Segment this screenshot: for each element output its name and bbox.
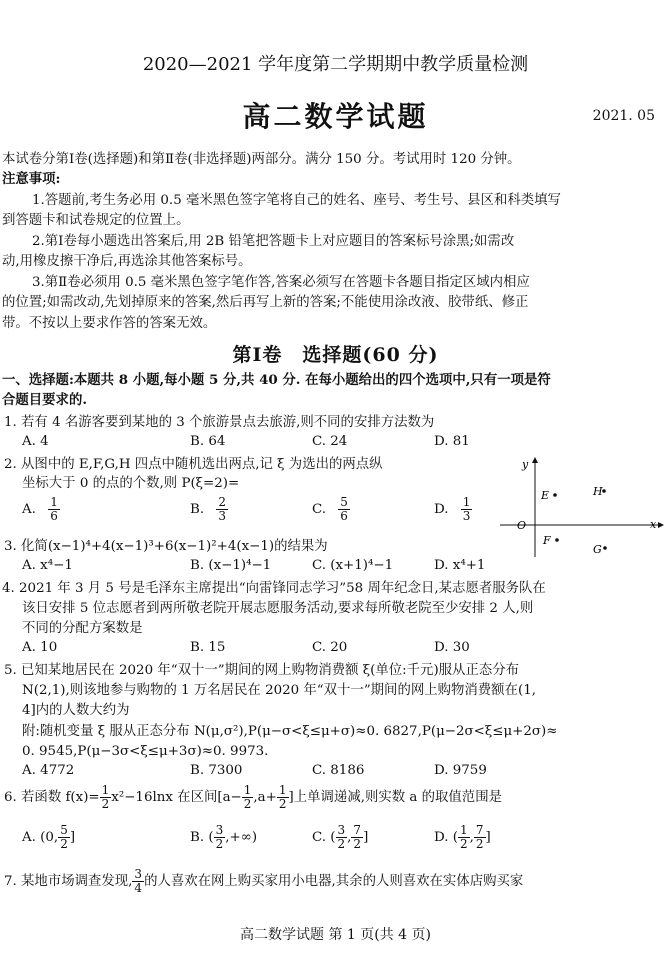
point-h-label: H	[593, 485, 603, 498]
note-line: 1.答题前,考生务必用 0.5 毫米黑色签字笔将自己的姓名、座号、考生号、县区和科类填写	[32, 193, 561, 208]
point-e	[553, 493, 557, 497]
q3-option-d: D. x⁴+1	[434, 558, 486, 573]
q1-option-b: B. 64	[190, 434, 226, 449]
q5-appendix: 附:随机变量 ξ 服从正态分布 N(μ,σ²),P(μ−σ<ξ≤μ+σ)≈0. 6827,P(μ−2σ<ξ≤μ+2σ)≈	[22, 724, 558, 739]
q1-option-c: C. 24	[312, 434, 348, 449]
point-g	[603, 546, 607, 550]
q4-stem: 4. 2021 年 3 月 5 号是毛泽东主席提出“向雷锋同志学习”58 周年纪念日,某志愿者服务队在	[2, 581, 546, 596]
q2-option-a: A. $\frac{1}{6}$	[22, 495, 58, 523]
q5-stem: 4]内的人数大约为	[22, 703, 130, 718]
note-line: 带。不按以上要求作答的答案无效。	[2, 316, 217, 331]
notice-title: 注意事项:	[2, 171, 61, 187]
q6-option-d: D. ( $\frac{1}{2}$ , $\frac{7}{2}$ ]	[434, 823, 491, 851]
q2-option-d: D. $\frac{1}{3}$	[434, 495, 471, 523]
q5-option-a: A. 4772	[22, 763, 75, 778]
q1-stem: 1. 若有 4 名游客要到某地的 3 个旅游景点去旅游,则不同的安排方法数为	[4, 415, 435, 430]
q5-stem: 5. 已知某地居民在 2020 年“双十一”期间的网上购物消费额 ξ(单位:千元)服从正态分布	[4, 663, 520, 678]
q4-option-b: B. 15	[190, 640, 226, 655]
note-line: 2.第Ⅰ卷每小题选出答案后,用 2B 铅笔把答题卡上对应题目的答案标号涂黑;如需改	[32, 234, 515, 249]
q4-option-a: A. 10	[22, 640, 58, 655]
q5-stem: N(2,1),则该地参与购物的 1 万名居民在 2020 年“双十一”期间的网上购物消费额在(1,	[22, 683, 536, 698]
section-title: 第Ⅰ卷 选择题(60 分)	[232, 344, 439, 366]
x-axis-arrow	[658, 522, 664, 528]
note-line: 3.第Ⅱ卷必须用 0.5 毫米黑色签字笔作答,答案必须写在答题卡各题目指定区域内相应	[32, 275, 530, 290]
intro-text: 本试卷分第Ⅰ卷(选择题)和第Ⅱ卷(非选择题)两部分。满分 150 分。考试用时 120 分钟。	[2, 152, 521, 167]
page-footer: 高二数学试题 第 1 页(共 4 页)	[240, 927, 431, 943]
q6-stem: 6. 若函数 f(x)= $\frac{1}{2}$ x²−16lnx 在区间[a− $\frac{1}{2}$ ,a+ $\frac{1}{2}$ ]上单调递减,则实数 a 的取值范围是	[4, 783, 502, 811]
origin-label: O	[517, 519, 527, 532]
q3-option-a: A. x⁴−1	[22, 558, 73, 573]
point-f-label: F	[543, 534, 551, 547]
q6-option-c: C. ( $\frac{3}{2}$ , $\frac{7}{2}$ ]	[312, 823, 369, 851]
q1-option-d: D. 81	[434, 434, 470, 449]
q2-stem: 2. 从图中的 E,F,G,H 四点中随机选出两点,记 ξ 为选出的两点纵	[4, 457, 383, 472]
note-line: 到答题卡和试卷规定的位置上。	[2, 213, 190, 228]
q5-option-c: C. 8186	[312, 763, 365, 778]
q6-option-a: A. (0, $\frac{5}{2}$ ]	[22, 823, 76, 851]
q5-option-d: D. 9759	[434, 763, 487, 778]
exam-date: 2021. 05	[592, 108, 655, 124]
part-intro: 合题目要求的.	[2, 392, 88, 408]
q7-stem: 7. 某地市场调查发现, $\frac{3}{4}$ 的人喜欢在网上购买家用小电器,其余的人则喜欢在实体店购买家	[4, 867, 524, 895]
x-axis-label: x	[650, 518, 657, 531]
q6-option-b: B. ( $\frac{3}{2}$ ,+∞)	[190, 823, 258, 851]
q5-option-b: B. 7300	[190, 763, 243, 778]
q5-appendix: 0. 9545,P(μ−3σ<ξ≤μ+3σ)≈0. 9973.	[22, 744, 269, 759]
y-axis-arrow	[532, 457, 538, 463]
q1-option-a: A. 4	[22, 434, 49, 449]
part-intro: 一、选择题:本题共 8 小题,每小题 5 分,共 40 分. 在每小题给出的四个选项中,只有一项是符	[2, 372, 551, 388]
q4-option-d: D. 30	[434, 640, 470, 655]
q3-stem: 3. 化简(x−1)⁴+4(x−1)³+6(x−1)²+4(x−1)的结果为	[4, 539, 328, 554]
q4-stem: 不同的分配方案数是	[22, 621, 143, 636]
point-h	[602, 489, 606, 493]
q3-option-b: B. (x−1)⁴−1	[190, 558, 272, 573]
q2-option-b: B. $\frac{2}{3}$	[190, 495, 227, 523]
point-g-label: G	[593, 543, 602, 556]
y-axis-label: y	[522, 458, 529, 471]
q3-option-c: C. (x+1)⁴−1	[312, 558, 394, 573]
point-e-label: E	[541, 489, 550, 502]
q4-option-c: C. 20	[312, 640, 348, 655]
note-line: 动,用橡皮擦干净后,再选涂其他答案标号。	[2, 254, 252, 269]
page-title: 高二数学试题	[242, 100, 429, 133]
note-line: 的位置;如需改动,先划掉原来的答案,然后再写上新的答案;不能使用涂改液、胶带纸、修正	[2, 295, 529, 310]
q2-coordinate-figure	[500, 455, 665, 560]
q4-stem: 该日安排 5 位志愿者到两所敬老院开展志愿服务活动,要求每所敬老院至少安排 2 人,则	[22, 601, 534, 616]
q2-option-c: C. $\frac{5}{6}$	[312, 495, 348, 523]
q2-stem: 坐标大于 0 的点的个数,则 P(ξ=2)=	[22, 476, 240, 491]
point-f	[555, 538, 559, 542]
exam-header: 2020—2021 学年度第二学期期中教学质量检测	[142, 54, 529, 75]
